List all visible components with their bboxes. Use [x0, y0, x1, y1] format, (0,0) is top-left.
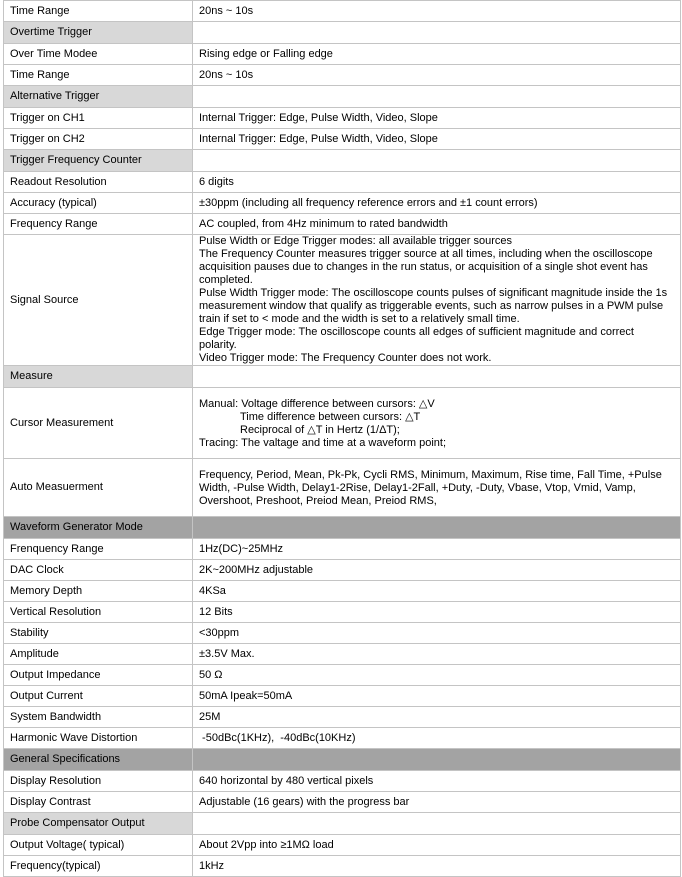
- section-blank: [193, 86, 681, 108]
- spec-label: Display Resolution: [4, 771, 193, 792]
- spec-value-line: Video Trigger mode: The Frequency Counter does not work.: [199, 352, 492, 364]
- spec-value: 50 Ω: [193, 665, 681, 686]
- spec-row: [4, 602, 681, 623]
- section-title: Alternative Trigger: [4, 86, 193, 108]
- section-blank: [193, 366, 681, 388]
- spec-value: 25M: [193, 707, 681, 728]
- spec-row: [4, 129, 681, 150]
- section-header: [4, 517, 681, 539]
- spec-row: [4, 193, 681, 214]
- spec-value: 12 Bits: [193, 602, 681, 623]
- spec-value-line: Manual: Voltage difference between cursors: △V: [199, 398, 435, 410]
- spec-label: Frequency Range: [4, 214, 193, 235]
- spec-value-line: Pulse Width or Edge Trigger modes: all available trigger sources: [199, 235, 513, 247]
- section-title: Trigger Frequency Counter: [4, 150, 193, 172]
- spec-row: [4, 623, 681, 644]
- spec-row: [4, 665, 681, 686]
- spec-value-line: The Frequency Counter measures trigger source at all times, including when the oscilloscope acquisition pauses due to changes in the run status, or acquisition of a single shot event has completed.: [199, 248, 653, 286]
- spec-value-multiline: [193, 235, 681, 366]
- section-title: General Specifications: [4, 749, 193, 771]
- spec-row: [4, 539, 681, 560]
- spec-label: Signal Source: [4, 235, 193, 366]
- section-blank: [193, 813, 681, 835]
- spec-value: ±3.5V Max.: [193, 644, 681, 665]
- spec-label: Cursor Measurement: [4, 388, 193, 459]
- spec-value: 1kHz: [193, 856, 681, 877]
- spec-row: [4, 65, 681, 86]
- spec-label: Display Contrast: [4, 792, 193, 813]
- spec-label: Frenquency Range: [4, 539, 193, 560]
- spec-label: Frequency(typical): [4, 856, 193, 877]
- spec-value-line: Pulse Width Trigger mode: The oscilloscope counts pulses of significant magnitude inside the 1s measurement window that qualify as triggerable events, such as narrow pulses in a PWM pulse train if set to < mode and the width is set to a relatively small time.: [199, 287, 668, 325]
- section-header: [4, 749, 681, 771]
- spec-value: Internal Trigger: Edge, Pulse Width, Video, Slope: [193, 129, 681, 150]
- spec-label: Over Time Modee: [4, 44, 193, 65]
- spec-value-line: Frequency, Period, Mean, Pk-Pk, Cycli RMS, Minimum, Maximum, Rise time, Fall Time, +Pulse Width, -Pulse Width, Delay1-2Rise, Delay1-2Fall, +Duty, -Duty, Vbase, Vtop, Vmid, Vamp, Overshoot, Preshoot, Preiod Mean, Preiod RMS,: [199, 469, 662, 507]
- section-blank: [193, 749, 681, 771]
- spec-value: Adjustable (16 gears) with the progress bar: [193, 792, 681, 813]
- spec-value: 20ns ~ 10s: [193, 1, 681, 22]
- spec-row: [4, 707, 681, 728]
- spec-table: [3, 0, 681, 877]
- spec-label: Time Range: [4, 1, 193, 22]
- spec-value: ±30ppm (including all frequency reference errors and ±1 count errors): [193, 193, 681, 214]
- spec-value: About 2Vpp into ≥1MΩ load: [193, 835, 681, 856]
- section-header: [4, 366, 681, 388]
- spec-label: Readout Resolution: [4, 172, 193, 193]
- spec-value-multiline: [193, 388, 681, 459]
- spec-value: 50mA Ipeak=50mA: [193, 686, 681, 707]
- spec-row: [4, 560, 681, 581]
- section-header: [4, 22, 681, 44]
- spec-table-body: [4, 1, 681, 877]
- spec-value: 6 digits: [193, 172, 681, 193]
- spec-value: 4KSa: [193, 581, 681, 602]
- spec-row: [4, 214, 681, 235]
- spec-row: [4, 459, 681, 517]
- spec-label: DAC Clock: [4, 560, 193, 581]
- spec-label: Output Voltage( typical): [4, 835, 193, 856]
- spec-label: Auto Measuerment: [4, 459, 193, 517]
- spec-value: <30ppm: [193, 623, 681, 644]
- spec-label: Accuracy (typical): [4, 193, 193, 214]
- spec-row: [4, 771, 681, 792]
- section-header: [4, 150, 681, 172]
- spec-label: Trigger on CH1: [4, 108, 193, 129]
- spec-row: [4, 581, 681, 602]
- spec-value-line: Edge Trigger mode: The oscilloscope counts all edges of sufficient magnitude and correct polarity.: [199, 326, 634, 351]
- section-title: Waveform Generator Mode: [4, 517, 193, 539]
- spec-value-line: Time difference between cursors: △T: [240, 411, 421, 423]
- section-header: [4, 86, 681, 108]
- spec-label: Stability: [4, 623, 193, 644]
- section-header: [4, 813, 681, 835]
- spec-value-multiline: [193, 459, 681, 517]
- spec-row: [4, 856, 681, 877]
- spec-label: Output Impedance: [4, 665, 193, 686]
- spec-value: 1Hz(DC)~25MHz: [193, 539, 681, 560]
- spec-row: [4, 44, 681, 65]
- spec-label: System Bandwidth: [4, 707, 193, 728]
- section-title: Probe Compensator Output: [4, 813, 193, 835]
- section-blank: [193, 517, 681, 539]
- spec-row: [4, 728, 681, 749]
- spec-label: Amplitude: [4, 644, 193, 665]
- spec-row: [4, 644, 681, 665]
- spec-value: 20ns ~ 10s: [193, 65, 681, 86]
- spec-label: Trigger on CH2: [4, 129, 193, 150]
- section-blank: [193, 22, 681, 44]
- section-title: Measure: [4, 366, 193, 388]
- spec-value: -50dBc(1KHz), -40dBc(10KHz): [193, 728, 681, 749]
- spec-row: [4, 1, 681, 22]
- spec-label: Harmonic Wave Distortion: [4, 728, 193, 749]
- section-blank: [193, 150, 681, 172]
- spec-value: 2K~200MHz adjustable: [193, 560, 681, 581]
- spec-value-line: Reciprocal of △T in Hertz (1/ΔT);: [240, 424, 400, 436]
- spec-label: Output Current: [4, 686, 193, 707]
- spec-value: AC coupled, from 4Hz minimum to rated bandwidth: [193, 214, 681, 235]
- spec-label: Memory Depth: [4, 581, 193, 602]
- spec-row: [4, 172, 681, 193]
- spec-row: [4, 108, 681, 129]
- spec-label: Time Range: [4, 65, 193, 86]
- spec-row: [4, 835, 681, 856]
- spec-label: Vertical Resolution: [4, 602, 193, 623]
- spec-row: [4, 235, 681, 366]
- spec-value: Rising edge or Falling edge: [193, 44, 681, 65]
- spec-value: Internal Trigger: Edge, Pulse Width, Video, Slope: [193, 108, 681, 129]
- spec-row: [4, 792, 681, 813]
- section-title: Overtime Trigger: [4, 22, 193, 44]
- spec-value-line: Tracing: The valtage and time at a waveform point;: [199, 437, 447, 449]
- spec-value: 640 horizontal by 480 vertical pixels: [193, 771, 681, 792]
- spec-row: [4, 686, 681, 707]
- spec-row: [4, 388, 681, 459]
